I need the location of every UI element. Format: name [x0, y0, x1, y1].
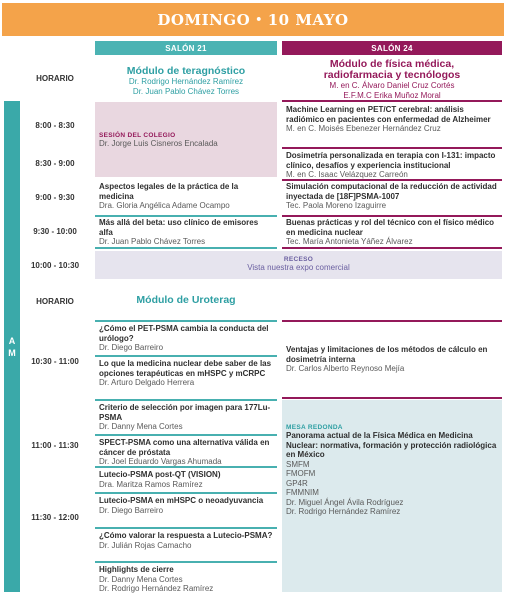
- session-speaker: Dra. Maritza Ramos Ramírez: [99, 479, 203, 489]
- hall-24-header: SALÓN 24: [282, 41, 502, 55]
- schedule-time-header: HORARIO: [36, 73, 74, 83]
- recess-row: [95, 251, 502, 279]
- session-label: SESIÓN DEL COLEGIO: [99, 132, 176, 139]
- divider: [282, 397, 502, 399]
- divider: [95, 527, 277, 529]
- session-speaker: Dr. Diego Barreiro: [99, 505, 164, 515]
- org-name: GP4R: [286, 478, 308, 488]
- module-presenter: Dr. Rodrigo Hernández Ramírez: [128, 77, 244, 86]
- module-presenter: Dr. Juan Pablo Chávez Torres: [132, 86, 240, 96]
- module-presenter: M. en C. Álvaro Daniel Cruz Cortés: [329, 81, 455, 90]
- session-speaker: Dr. Arturo Delgado Herrera: [99, 378, 195, 387]
- banner-date: 10 MAYO: [267, 10, 349, 29]
- time-slot: 9:30 - 10:00: [33, 226, 77, 236]
- session-item: [95, 323, 277, 355]
- session-speaker: Dra. Gloria Angélica Adame Ocampo: [99, 201, 230, 210]
- module-presenter: E.F.M.C Erika Muñoz Moral: [343, 90, 441, 100]
- session-speaker: M. en C. Isaac Velázquez Carreón: [286, 170, 408, 179]
- session-speaker: Dr. Carlos Alberto Reynoso Mejía: [286, 364, 405, 373]
- session-title: Criterio de selección por imagen para 177Lu-PSMA: [99, 403, 271, 422]
- round-table-title: Panorama actual de la Física Médica en Medicina Nuclear: normativa, formación y protección radiológica en México: [286, 431, 497, 459]
- divider: [95, 355, 277, 357]
- session-speaker-wrap: [99, 139, 273, 149]
- divider: [95, 561, 277, 563]
- session-title: Highlights de cierre: [99, 565, 174, 574]
- session-speaker: Dr. Rodrigo Hernández Ramírez: [99, 584, 214, 593]
- session-item: [282, 104, 502, 148]
- session-speaker: Dr. Danny Mena Cortes: [99, 422, 183, 431]
- session-title: Lo que la medicina nuclear debe saber de las opciones terapéuticas en mHSPC y mCRPC: [99, 359, 272, 378]
- session-item: [95, 358, 277, 398]
- time-slot: 10:00 - 10:30: [30, 260, 80, 270]
- am-letter: M: [8, 347, 16, 358]
- module-title: Módulo de física médica,: [329, 58, 455, 70]
- day-banner: [2, 3, 504, 36]
- session-title: Lutecio-PSMA en mHSPC o neoadyuvancia: [99, 496, 264, 505]
- am-period-bar: [4, 101, 20, 592]
- session-item: [95, 469, 277, 491]
- session-speaker: Dr. Joel Eduardo Vargas Ahumada: [99, 457, 222, 466]
- time-slot: 8:30 - 9:00: [35, 158, 75, 168]
- divider: [282, 247, 502, 249]
- session-title: Machine Learning en PET/CT cerebral: análisis radiómico en pacientes con enfermedad de Alzheimer: [286, 105, 491, 124]
- session-title: Más allá del beta: uso clínico de emisores alfa: [99, 218, 259, 237]
- banner-day: DOMINGO: [157, 10, 251, 29]
- module-fisica-medica: [282, 59, 502, 100]
- time-slot: 11:30 - 12:00: [31, 512, 79, 522]
- session-title: ¿Cómo valorar la respuesta a Lutecio-PSMA?: [99, 531, 273, 540]
- session-item: [95, 402, 277, 434]
- session-speaker: Dr. Danny Mena Cortes: [99, 574, 183, 584]
- session-title: Lutecio-PSMA post-QT (VISION): [99, 470, 221, 479]
- session-title: Dosimetría personalizada en terapia con I-131: impacto clínico, desafíos y experiencia institucional: [286, 151, 496, 170]
- recess-label: RECESO: [283, 256, 314, 263]
- session-colegio: [95, 102, 277, 177]
- time-slot: 9:00 - 9:30: [35, 192, 75, 202]
- divider: [282, 320, 502, 322]
- divider: [282, 100, 502, 102]
- am-letter: A: [8, 335, 16, 346]
- recess-text: Vista nuestra expo comercial: [247, 263, 350, 272]
- divider: [95, 247, 277, 249]
- divider: [95, 399, 277, 401]
- session-item: [95, 495, 277, 527]
- session-speaker: Dr. Juan Pablo Chávez Torres: [99, 237, 206, 246]
- session-item: [95, 564, 277, 594]
- session-ventajas: [282, 344, 502, 380]
- session-title: Simulación computacional de la reducción de actividad inyectada de [18F]PSMA-1007: [286, 182, 497, 201]
- session-title: SPECT-PSMA como una alternativa válida en cáncer de próstata: [99, 438, 270, 457]
- divider: [95, 434, 277, 436]
- session-item: [95, 217, 277, 247]
- session-speaker: M. en C. Moisés Ebenezer Hernández Cruz: [286, 124, 441, 133]
- divider: [95, 466, 277, 468]
- session-speaker: Dr. Miguel Ángel Ávila Rodríguez: [286, 497, 404, 507]
- session-speaker: Tec. Paola Moreno Izaguirre: [286, 201, 387, 210]
- session-title: Buenas prácticas y rol del técnico con el físico médico en medicina nuclear: [286, 218, 495, 237]
- session-item: [282, 181, 502, 215]
- time-slot: 8:00 - 8:30: [35, 120, 75, 130]
- session-speaker: Tec. María Antonieta Yáñez Álvarez: [286, 237, 413, 246]
- session-title: Ventajas y limitaciones de los métodos de cálculo en dosimetría interna: [286, 345, 488, 364]
- module-title: radiofarmacia y tecnólogos: [323, 69, 461, 81]
- session-title: Aspectos legales de la práctica de la medicina: [99, 182, 239, 201]
- session-speaker: Dr. Julián Rojas Camacho: [99, 540, 192, 550]
- session-speaker: Dr. Jorge Luis Cisneros Encalada: [99, 139, 218, 148]
- module-title: Módulo de teragnóstico: [126, 65, 246, 77]
- session-speaker: Dr. Diego Barreiro: [99, 343, 164, 352]
- session-title: ¿Cómo el PET-PSMA cambia la conducta del urólogo?: [99, 324, 269, 343]
- divider: [282, 147, 502, 149]
- round-table-label: MESA REDONDA: [286, 424, 343, 431]
- module-uroterag-title: Módulo de Uroterag: [136, 294, 236, 306]
- module-teragnostico: [95, 66, 277, 96]
- divider: [95, 320, 277, 322]
- org-name: SMFM: [286, 459, 310, 469]
- round-table-panel: [282, 400, 502, 592]
- session-item: [282, 150, 502, 180]
- schedule-time-header: HORARIO: [36, 296, 74, 306]
- hall-21-header: SALÓN 21: [95, 41, 277, 55]
- session-item: [95, 181, 277, 215]
- org-name: FMMNIM: [286, 488, 319, 497]
- session-item: [95, 437, 277, 469]
- org-name: FMOFM: [286, 469, 316, 478]
- banner-separator: •: [255, 13, 263, 26]
- session-item: [282, 217, 502, 247]
- time-slot: 11:00 - 11:30: [31, 440, 79, 450]
- session-speaker: Dr. Rodrigo Hernández Ramírez: [286, 507, 401, 516]
- session-item: [95, 530, 277, 560]
- divider: [95, 492, 277, 494]
- time-slot: 10:30 - 11:00: [31, 356, 79, 366]
